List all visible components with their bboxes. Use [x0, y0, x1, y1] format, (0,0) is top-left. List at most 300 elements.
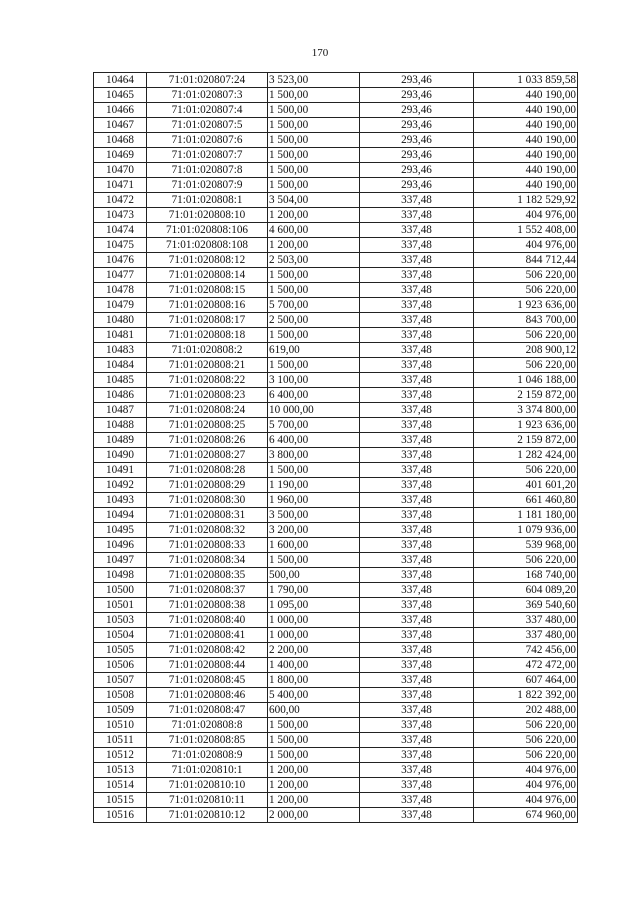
cadastral-value-cell: 844 712,44 — [474, 253, 578, 268]
cadastral-value-cell: 1 079 936,00 — [474, 523, 578, 538]
table-row — [94, 793, 578, 808]
area-cell: 1 500,00 — [268, 178, 360, 193]
row-number-cell: 10512 — [94, 748, 147, 763]
area-cell: 1 600,00 — [268, 538, 360, 553]
row-number-cell: 10470 — [94, 163, 147, 178]
rate-cell: 337,48 — [360, 253, 474, 268]
row-number-cell: 10492 — [94, 478, 147, 493]
area-cell: 1 500,00 — [268, 328, 360, 343]
area-cell: 619,00 — [268, 343, 360, 358]
row-number-cell: 10467 — [94, 118, 147, 133]
area-cell: 1 200,00 — [268, 763, 360, 778]
area-cell: 1 500,00 — [268, 748, 360, 763]
cadastral-value-cell: 404 976,00 — [474, 793, 578, 808]
cadastral-value-cell: 337 480,00 — [474, 613, 578, 628]
area-cell: 6 400,00 — [268, 433, 360, 448]
cadastral-value-cell: 1 033 859,58 — [474, 73, 578, 88]
cadastral-value-cell: 440 190,00 — [474, 88, 578, 103]
table-body — [94, 73, 578, 823]
rate-cell: 337,48 — [360, 358, 474, 373]
row-number-cell: 10513 — [94, 763, 147, 778]
cadastral-number-cell: 71:01:020808:44 — [147, 658, 268, 673]
row-number-cell: 10486 — [94, 388, 147, 403]
table-row — [94, 598, 578, 613]
row-number-cell: 10490 — [94, 448, 147, 463]
rate-cell: 337,48 — [360, 628, 474, 643]
rate-cell: 337,48 — [360, 613, 474, 628]
row-number-cell: 10489 — [94, 433, 147, 448]
cadastral-number-cell: 71:01:020808:14 — [147, 268, 268, 283]
cadastral-number-cell: 71:01:020808:45 — [147, 673, 268, 688]
cadastral-value-cell: 2 159 872,00 — [474, 433, 578, 448]
cadastral-number-cell: 71:01:020808:29 — [147, 478, 268, 493]
cadastral-value-cell: 506 220,00 — [474, 748, 578, 763]
table-row — [94, 508, 578, 523]
row-number-cell: 10469 — [94, 148, 147, 163]
rate-cell: 337,48 — [360, 388, 474, 403]
cadastral-number-cell: 71:01:020807:24 — [147, 73, 268, 88]
area-cell: 1 000,00 — [268, 628, 360, 643]
area-cell: 3 523,00 — [268, 73, 360, 88]
table-row — [94, 568, 578, 583]
cadastral-value-cell: 1 282 424,00 — [474, 448, 578, 463]
rate-cell: 337,48 — [360, 418, 474, 433]
cadastral-number-cell: 71:01:020808:37 — [147, 583, 268, 598]
cadastral-value-cell: 506 220,00 — [474, 268, 578, 283]
table-row — [94, 583, 578, 598]
table-row — [94, 73, 578, 88]
table-row — [94, 448, 578, 463]
cadastral-number-cell: 71:01:020808:31 — [147, 508, 268, 523]
cadastral-number-cell: 71:01:020807:5 — [147, 118, 268, 133]
area-cell: 1 500,00 — [268, 268, 360, 283]
table-row — [94, 328, 578, 343]
area-cell: 2 503,00 — [268, 253, 360, 268]
rate-cell: 337,48 — [360, 433, 474, 448]
cadastral-number-cell: 71:01:020808:24 — [147, 403, 268, 418]
area-cell: 1 500,00 — [268, 463, 360, 478]
page-number: 170 — [311, 47, 329, 59]
table-row — [94, 133, 578, 148]
table-row — [94, 463, 578, 478]
area-cell: 1 500,00 — [268, 163, 360, 178]
area-cell: 1 200,00 — [268, 208, 360, 223]
row-number-cell: 10474 — [94, 223, 147, 238]
cadastral-number-cell: 71:01:020808:12 — [147, 253, 268, 268]
cadastral-number-cell: 71:01:020808:34 — [147, 553, 268, 568]
cadastral-value-cell: 440 190,00 — [474, 133, 578, 148]
row-number-cell: 10503 — [94, 613, 147, 628]
area-cell: 1 790,00 — [268, 583, 360, 598]
table-row — [94, 223, 578, 238]
rate-cell: 337,48 — [360, 808, 474, 823]
area-cell: 1 200,00 — [268, 778, 360, 793]
area-cell: 1 500,00 — [268, 358, 360, 373]
row-number-cell: 10465 — [94, 88, 147, 103]
cadastral-value-cell: 1 923 636,00 — [474, 298, 578, 313]
rate-cell: 293,46 — [360, 163, 474, 178]
rate-cell: 337,48 — [360, 658, 474, 673]
table-row — [94, 628, 578, 643]
cadastral-value-cell: 506 220,00 — [474, 328, 578, 343]
area-cell: 1 800,00 — [268, 673, 360, 688]
cadastral-number-cell: 71:01:020808:23 — [147, 388, 268, 403]
table-row — [94, 268, 578, 283]
cadastral-number-cell: 71:01:020807:7 — [147, 148, 268, 163]
cadastral-value-table — [93, 72, 578, 823]
area-cell: 5 700,00 — [268, 298, 360, 313]
rate-cell: 337,48 — [360, 268, 474, 283]
row-number-cell: 10468 — [94, 133, 147, 148]
rate-cell: 337,48 — [360, 568, 474, 583]
rate-cell: 337,48 — [360, 448, 474, 463]
rate-cell: 337,48 — [360, 313, 474, 328]
cadastral-number-cell: 71:01:020808:16 — [147, 298, 268, 313]
row-number-cell: 10496 — [94, 538, 147, 553]
rate-cell: 337,48 — [360, 343, 474, 358]
cadastral-value-cell: 506 220,00 — [474, 463, 578, 478]
table-row — [94, 658, 578, 673]
table-row — [94, 388, 578, 403]
cadastral-number-cell: 71:01:020808:22 — [147, 373, 268, 388]
row-number-cell: 10491 — [94, 463, 147, 478]
cadastral-value-cell: 1 046 188,00 — [474, 373, 578, 388]
row-number-cell: 10505 — [94, 643, 147, 658]
rate-cell: 293,46 — [360, 73, 474, 88]
rate-cell: 337,48 — [360, 763, 474, 778]
area-cell: 3 800,00 — [268, 448, 360, 463]
row-number-cell: 10493 — [94, 493, 147, 508]
cadastral-number-cell: 71:01:020810:10 — [147, 778, 268, 793]
area-cell: 1 500,00 — [268, 718, 360, 733]
cadastral-number-cell: 71:01:020808:40 — [147, 613, 268, 628]
area-cell: 2 500,00 — [268, 313, 360, 328]
cadastral-value-cell: 369 540,60 — [474, 598, 578, 613]
cadastral-value-cell: 404 976,00 — [474, 763, 578, 778]
rate-cell: 337,48 — [360, 703, 474, 718]
area-cell: 1 500,00 — [268, 88, 360, 103]
table-row — [94, 178, 578, 193]
row-number-cell: 10477 — [94, 268, 147, 283]
area-cell: 1 500,00 — [268, 283, 360, 298]
row-number-cell: 10475 — [94, 238, 147, 253]
row-number-cell: 10487 — [94, 403, 147, 418]
cadastral-number-cell: 71:01:020808:33 — [147, 538, 268, 553]
rate-cell: 293,46 — [360, 88, 474, 103]
cadastral-number-cell: 71:01:020808:108 — [147, 238, 268, 253]
rate-cell: 337,48 — [360, 493, 474, 508]
area-cell: 10 000,00 — [268, 403, 360, 418]
table-row — [94, 283, 578, 298]
cadastral-value-cell: 1 822 392,00 — [474, 688, 578, 703]
table-row — [94, 733, 578, 748]
table-row — [94, 808, 578, 823]
rate-cell: 337,48 — [360, 688, 474, 703]
area-cell: 4 600,00 — [268, 223, 360, 238]
area-cell: 1 190,00 — [268, 478, 360, 493]
table-row — [94, 253, 578, 268]
table-row — [94, 163, 578, 178]
cadastral-number-cell: 71:01:020808:26 — [147, 433, 268, 448]
area-cell: 1 500,00 — [268, 553, 360, 568]
rate-cell: 337,48 — [360, 778, 474, 793]
table-row — [94, 478, 578, 493]
rate-cell: 337,48 — [360, 283, 474, 298]
cadastral-number-cell: 71:01:020808:27 — [147, 448, 268, 463]
row-number-cell: 10494 — [94, 508, 147, 523]
table-row — [94, 358, 578, 373]
rate-cell: 337,48 — [360, 793, 474, 808]
row-number-cell: 10466 — [94, 103, 147, 118]
rate-cell: 293,46 — [360, 118, 474, 133]
cadastral-value-cell: 404 976,00 — [474, 778, 578, 793]
cadastral-value-cell: 337 480,00 — [474, 628, 578, 643]
row-number-cell: 10479 — [94, 298, 147, 313]
table-row — [94, 703, 578, 718]
cadastral-value-cell: 440 190,00 — [474, 148, 578, 163]
cadastral-number-cell: 71:01:020808:21 — [147, 358, 268, 373]
cadastral-number-cell: 71:01:020807:3 — [147, 88, 268, 103]
area-cell: 1 500,00 — [268, 148, 360, 163]
row-number-cell: 10508 — [94, 688, 147, 703]
cadastral-value-cell: 607 464,00 — [474, 673, 578, 688]
area-cell: 3 504,00 — [268, 193, 360, 208]
cadastral-number-cell: 71:01:020808:41 — [147, 628, 268, 643]
row-number-cell: 10509 — [94, 703, 147, 718]
cadastral-number-cell: 71:01:020808:47 — [147, 703, 268, 718]
row-number-cell: 10510 — [94, 718, 147, 733]
table-row — [94, 778, 578, 793]
area-cell: 6 400,00 — [268, 388, 360, 403]
table-row — [94, 523, 578, 538]
row-number-cell: 10511 — [94, 733, 147, 748]
cadastral-value-cell: 506 220,00 — [474, 553, 578, 568]
row-number-cell: 10484 — [94, 358, 147, 373]
row-number-cell: 10478 — [94, 283, 147, 298]
row-number-cell: 10495 — [94, 523, 147, 538]
table-row — [94, 208, 578, 223]
table-row — [94, 763, 578, 778]
cadastral-number-cell: 71:01:020810:1 — [147, 763, 268, 778]
area-cell: 1 500,00 — [268, 118, 360, 133]
table-row — [94, 538, 578, 553]
table-row — [94, 118, 578, 133]
table-row — [94, 238, 578, 253]
table-row — [94, 748, 578, 763]
row-number-cell: 10488 — [94, 418, 147, 433]
cadastral-number-cell: 71:01:020808:1 — [147, 193, 268, 208]
row-number-cell: 10476 — [94, 253, 147, 268]
rate-cell: 337,48 — [360, 463, 474, 478]
rate-cell: 337,48 — [360, 673, 474, 688]
cadastral-value-cell: 843 700,00 — [474, 313, 578, 328]
rate-cell: 337,48 — [360, 718, 474, 733]
area-cell: 3 100,00 — [268, 373, 360, 388]
cadastral-value-cell: 539 968,00 — [474, 538, 578, 553]
cadastral-value-cell: 506 220,00 — [474, 283, 578, 298]
table-row — [94, 193, 578, 208]
cadastral-number-cell: 71:01:020808:8 — [147, 718, 268, 733]
cadastral-value-cell: 404 976,00 — [474, 238, 578, 253]
cadastral-value-cell: 168 740,00 — [474, 568, 578, 583]
table-row — [94, 673, 578, 688]
rate-cell: 337,48 — [360, 193, 474, 208]
area-cell: 1 500,00 — [268, 133, 360, 148]
table-row — [94, 103, 578, 118]
rate-cell: 337,48 — [360, 643, 474, 658]
cadastral-number-cell: 71:01:020807:6 — [147, 133, 268, 148]
rate-cell: 337,48 — [360, 373, 474, 388]
table-row — [94, 643, 578, 658]
table-row — [94, 418, 578, 433]
area-cell: 1 200,00 — [268, 793, 360, 808]
table-row — [94, 613, 578, 628]
rate-cell: 337,48 — [360, 538, 474, 553]
rate-cell: 337,48 — [360, 208, 474, 223]
row-number-cell: 10471 — [94, 178, 147, 193]
table-row — [94, 343, 578, 358]
rate-cell: 337,48 — [360, 523, 474, 538]
cadastral-number-cell: 71:01:020808:15 — [147, 283, 268, 298]
area-cell: 500,00 — [268, 568, 360, 583]
area-cell: 2 000,00 — [268, 808, 360, 823]
cadastral-number-cell: 71:01:020807:8 — [147, 163, 268, 178]
cadastral-value-cell: 506 220,00 — [474, 358, 578, 373]
cadastral-number-cell: 71:01:020808:25 — [147, 418, 268, 433]
cadastral-number-cell: 71:01:020808:85 — [147, 733, 268, 748]
row-number-cell: 10507 — [94, 673, 147, 688]
cadastral-value-cell: 440 190,00 — [474, 163, 578, 178]
cadastral-value-cell: 472 472,00 — [474, 658, 578, 673]
area-cell: 5 700,00 — [268, 418, 360, 433]
row-number-cell: 10480 — [94, 313, 147, 328]
cadastral-value-cell: 742 456,00 — [474, 643, 578, 658]
rate-cell: 337,48 — [360, 223, 474, 238]
rate-cell: 337,48 — [360, 238, 474, 253]
cadastral-value-cell: 401 601,20 — [474, 478, 578, 493]
cadastral-value-cell: 674 960,00 — [474, 808, 578, 823]
table-row — [94, 298, 578, 313]
cadastral-value-cell: 208 900,12 — [474, 343, 578, 358]
cadastral-value-cell: 604 089,20 — [474, 583, 578, 598]
row-number-cell: 10515 — [94, 793, 147, 808]
row-number-cell: 10501 — [94, 598, 147, 613]
cadastral-value-cell: 440 190,00 — [474, 118, 578, 133]
cadastral-value-cell: 202 488,00 — [474, 703, 578, 718]
rate-cell: 337,48 — [360, 583, 474, 598]
cadastral-number-cell: 71:01:020808:35 — [147, 568, 268, 583]
table-row — [94, 148, 578, 163]
area-cell: 1 095,00 — [268, 598, 360, 613]
table-row — [94, 88, 578, 103]
cadastral-number-cell: 71:01:020808:46 — [147, 688, 268, 703]
cadastral-number-cell: 71:01:020807:9 — [147, 178, 268, 193]
table-row — [94, 313, 578, 328]
table-row — [94, 403, 578, 418]
rate-cell: 293,46 — [360, 178, 474, 193]
row-number-cell: 10500 — [94, 583, 147, 598]
cadastral-number-cell: 71:01:020807:4 — [147, 103, 268, 118]
cadastral-number-cell: 71:01:020808:17 — [147, 313, 268, 328]
cadastral-value-cell: 506 220,00 — [474, 718, 578, 733]
row-number-cell: 10497 — [94, 553, 147, 568]
area-cell: 2 200,00 — [268, 643, 360, 658]
rate-cell: 337,48 — [360, 478, 474, 493]
cadastral-value-cell: 2 159 872,00 — [474, 388, 578, 403]
row-number-cell: 10483 — [94, 343, 147, 358]
area-cell: 1 400,00 — [268, 658, 360, 673]
cadastral-number-cell: 71:01:020808:28 — [147, 463, 268, 478]
table-row — [94, 373, 578, 388]
area-cell: 5 400,00 — [268, 688, 360, 703]
cadastral-number-cell: 71:01:020808:10 — [147, 208, 268, 223]
cadastral-value-cell: 1 923 636,00 — [474, 418, 578, 433]
cadastral-number-cell: 71:01:020808:106 — [147, 223, 268, 238]
area-cell: 3 500,00 — [268, 508, 360, 523]
row-number-cell: 10464 — [94, 73, 147, 88]
area-cell: 3 200,00 — [268, 523, 360, 538]
table-row — [94, 688, 578, 703]
table-row — [94, 718, 578, 733]
row-number-cell: 10506 — [94, 658, 147, 673]
row-number-cell: 10472 — [94, 193, 147, 208]
rate-cell: 337,48 — [360, 298, 474, 313]
rate-cell: 337,48 — [360, 748, 474, 763]
rate-cell: 337,48 — [360, 508, 474, 523]
rate-cell: 337,48 — [360, 403, 474, 418]
row-number-cell: 10473 — [94, 208, 147, 223]
cadastral-number-cell: 71:01:020808:18 — [147, 328, 268, 343]
cadastral-value-cell: 1 182 529,92 — [474, 193, 578, 208]
area-cell: 1 200,00 — [268, 238, 360, 253]
cadastral-value-cell: 404 976,00 — [474, 208, 578, 223]
cadastral-value-cell: 661 460,80 — [474, 493, 578, 508]
rate-cell: 337,48 — [360, 598, 474, 613]
cadastral-value-cell: 1 552 408,00 — [474, 223, 578, 238]
rate-cell: 337,48 — [360, 328, 474, 343]
row-number-cell: 10481 — [94, 328, 147, 343]
cadastral-number-cell: 71:01:020810:12 — [147, 808, 268, 823]
area-cell: 1 500,00 — [268, 103, 360, 118]
table-row — [94, 553, 578, 568]
cadastral-value-cell: 440 190,00 — [474, 103, 578, 118]
row-number-cell: 10516 — [94, 808, 147, 823]
cadastral-number-cell: 71:01:020810:11 — [147, 793, 268, 808]
cadastral-value-cell: 440 190,00 — [474, 178, 578, 193]
rate-cell: 337,48 — [360, 733, 474, 748]
cadastral-value-cell: 506 220,00 — [474, 733, 578, 748]
cadastral-number-cell: 71:01:020808:9 — [147, 748, 268, 763]
area-cell: 1 500,00 — [268, 733, 360, 748]
cadastral-number-cell: 71:01:020808:38 — [147, 598, 268, 613]
area-cell: 1 000,00 — [268, 613, 360, 628]
cadastral-number-cell: 71:01:020808:2 — [147, 343, 268, 358]
cadastral-number-cell: 71:01:020808:30 — [147, 493, 268, 508]
row-number-cell: 10498 — [94, 568, 147, 583]
cadastral-number-cell: 71:01:020808:32 — [147, 523, 268, 538]
cadastral-number-cell: 71:01:020808:42 — [147, 643, 268, 658]
table-row — [94, 433, 578, 448]
row-number-cell: 10504 — [94, 628, 147, 643]
area-cell: 1 960,00 — [268, 493, 360, 508]
row-number-cell: 10514 — [94, 778, 147, 793]
cadastral-value-cell: 3 374 800,00 — [474, 403, 578, 418]
rate-cell: 337,48 — [360, 553, 474, 568]
table-row — [94, 493, 578, 508]
rate-cell: 293,46 — [360, 133, 474, 148]
rate-cell: 293,46 — [360, 103, 474, 118]
cadastral-value-cell: 1 181 180,00 — [474, 508, 578, 523]
